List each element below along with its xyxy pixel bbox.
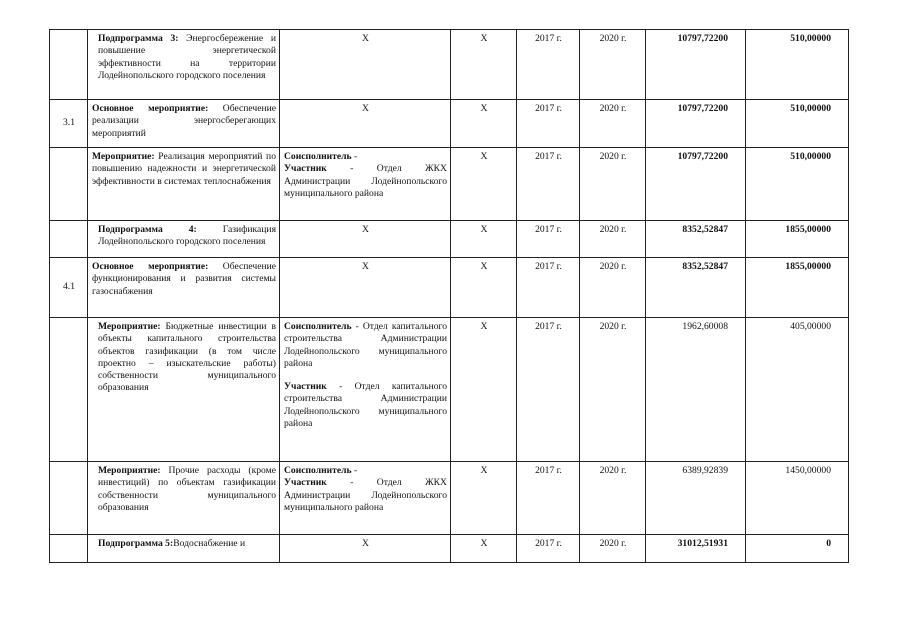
executor-cell — [280, 318, 451, 462]
executor-cell — [280, 535, 451, 563]
amount-cell — [646, 221, 746, 258]
amount: 10797,72200 — [677, 103, 728, 114]
activity-name-cell — [88, 258, 280, 318]
mark-cell — [451, 30, 517, 100]
amount-cell — [646, 30, 746, 100]
start-year-cell — [517, 221, 580, 258]
start-year: 2017 г. — [535, 103, 562, 114]
end-year: 2020 г. — [599, 321, 627, 332]
table-row — [50, 258, 849, 318]
amount2: 510,00000 — [790, 151, 831, 162]
amount: 8352,52847 — [682, 224, 728, 235]
amount-cell — [646, 258, 746, 318]
amount2-cell — [746, 30, 849, 100]
activity-type-label: Мероприятие: — [92, 151, 155, 162]
row-number-cell — [50, 258, 88, 318]
end-year-cell — [580, 221, 646, 258]
mark: X — [480, 261, 488, 272]
executor-role: Соисполнитель — [284, 321, 352, 332]
activity-name: Реализация мероприятий по повышению надежности и энергетической эффективности в системах теплоснабжения — [92, 151, 276, 187]
activity-name: Энергосбережение и повышение энергетической эффективности на территории Лодейнопольского городского поселения — [98, 33, 276, 81]
amount2: 510,00000 — [790, 103, 831, 114]
end-year: 2020 г. — [599, 103, 627, 114]
participant-text: - Отдел ЖКХ Администрации Лодейнопольского муниципального района — [284, 163, 447, 199]
row-number-cell — [50, 221, 88, 258]
activity-name-cell — [88, 535, 280, 563]
amount: 31012,51931 — [677, 538, 728, 549]
mark: X — [480, 321, 488, 332]
activity-name-cell — [88, 100, 280, 148]
executor-cell — [280, 30, 451, 100]
table-row — [50, 100, 849, 148]
activity-name: Обеспечение реализации энергосберегающих мероприятий — [92, 103, 276, 139]
activity-name: Прочие расходы (кроме инвестиций) по объектам газификации собственности муниципального образования — [98, 465, 276, 513]
start-year: 2017 г. — [535, 538, 562, 549]
end-year: 2020 г. — [599, 224, 627, 235]
activity-type-label: Мероприятие: — [98, 321, 161, 332]
executor-role: Соисполнитель — [284, 151, 352, 162]
program-table — [49, 29, 849, 563]
start-year: 2017 г. — [535, 465, 562, 476]
activity-name-cell — [88, 30, 280, 100]
executor-cell — [280, 258, 451, 318]
mark-cell — [451, 258, 517, 318]
executor-mark: X — [362, 224, 369, 235]
end-year-cell — [580, 100, 646, 148]
amount: 10797,72200 — [677, 33, 728, 44]
participant-text: - Отдел ЖКХ Администрации Лодейнопольского муниципального района — [284, 477, 447, 513]
amount: 8352,52847 — [682, 261, 728, 272]
mark-cell — [451, 318, 517, 462]
end-year: 2020 г. — [599, 261, 627, 272]
amount2: 0 — [826, 538, 831, 549]
amount: 10797,72200 — [677, 151, 728, 162]
amount: 1962,60008 — [682, 321, 728, 332]
row-number: 3.1 — [63, 117, 75, 129]
activity-name-cell — [88, 462, 280, 535]
amount2: 1450,00000 — [785, 465, 831, 476]
start-year: 2017 г. — [535, 261, 562, 272]
amount-cell — [646, 148, 746, 221]
start-year-cell — [517, 535, 580, 563]
mark: X — [480, 151, 488, 162]
row-number-cell — [50, 100, 88, 148]
amount2: 510,00000 — [790, 33, 831, 44]
executor-text: - — [351, 151, 358, 162]
end-year: 2020 г. — [599, 151, 627, 162]
activity-type-label: Подпрограмма 4: — [98, 224, 197, 235]
executor-mark: X — [362, 538, 369, 549]
executor-mark: X — [362, 261, 369, 272]
start-year: 2017 г. — [535, 151, 562, 162]
end-year-cell — [580, 148, 646, 221]
executor-block — [284, 370, 447, 430]
executor-mark: X — [362, 103, 369, 114]
table-row — [50, 221, 849, 258]
start-year-cell — [517, 30, 580, 100]
start-year-cell — [517, 318, 580, 462]
amount2-cell — [746, 148, 849, 221]
amount-cell — [646, 462, 746, 535]
executor-role: Соисполнитель — [284, 465, 352, 476]
amount-cell — [646, 535, 746, 563]
participant-role: Участник — [284, 163, 327, 175]
table-row — [50, 148, 849, 221]
executor-block — [284, 465, 447, 514]
table-row — [50, 535, 849, 563]
amount-cell — [646, 318, 746, 462]
executor-block — [284, 151, 447, 200]
mark-cell — [451, 148, 517, 221]
table-row — [50, 318, 849, 462]
end-year-cell — [580, 30, 646, 100]
mark: X — [480, 224, 488, 235]
activity-type-label: Основное мероприятие: — [92, 261, 209, 272]
executor-block — [284, 321, 447, 370]
end-year-cell — [580, 318, 646, 462]
mark-cell — [451, 535, 517, 563]
table-row — [50, 30, 849, 100]
executor-cell — [280, 221, 451, 258]
activity-name: Бюджетные инвестиции в объекты капитального строительства объектов газификации (в том числе проектно – изыскательские работы) собственности муниципального образования — [98, 321, 276, 394]
mark-cell — [451, 462, 517, 535]
amount2-cell — [746, 100, 849, 148]
start-year-cell — [517, 148, 580, 221]
row-number: 4.1 — [63, 281, 75, 293]
row-number-cell — [50, 318, 88, 462]
activity-type-label: Мероприятие: — [98, 465, 161, 476]
activity-name-cell — [88, 221, 280, 258]
start-year: 2017 г. — [535, 224, 562, 235]
executor-cell — [280, 462, 451, 535]
executor-role: Участник — [284, 381, 327, 393]
amount2-cell — [746, 221, 849, 258]
start-year: 2017 г. — [535, 321, 562, 332]
activity-type-label: Подпрограмма 5: — [98, 538, 174, 549]
start-year: 2017 г. — [535, 33, 562, 44]
end-year-cell — [580, 258, 646, 318]
row-number-cell — [50, 535, 88, 563]
mark: X — [480, 33, 488, 44]
amount2-cell — [746, 318, 849, 462]
activity-name: Обеспечение функционирования и развития системы газоснабжения — [92, 261, 276, 297]
activity-name: Газификация Лодейнопольского городского поселения — [98, 224, 276, 248]
row-number-cell — [50, 30, 88, 100]
end-year: 2020 г. — [599, 538, 627, 549]
end-year: 2020 г. — [599, 33, 627, 44]
executor-text: - Отдел капитального строительства Администрации Лодейнопольского муниципального района — [284, 321, 447, 369]
activity-name: Водоснабжение и — [173, 538, 246, 549]
executor-mark: X — [362, 33, 369, 44]
row-number-cell — [50, 148, 88, 221]
executor-cell — [280, 100, 451, 148]
mark: X — [480, 538, 488, 549]
start-year-cell — [517, 100, 580, 148]
executor-text: - Отдел капитального строительства Администрации Лодейнопольского муниципального района — [284, 381, 447, 430]
end-year-cell — [580, 462, 646, 535]
activity-name-cell — [88, 318, 280, 462]
amount2-cell — [746, 462, 849, 535]
table-row — [50, 462, 849, 535]
spacer — [284, 370, 447, 381]
row-number-cell — [50, 462, 88, 535]
amount2: 1855,00000 — [785, 261, 831, 272]
table-body — [50, 30, 849, 563]
start-year-cell — [517, 258, 580, 318]
participant-role: Участник — [284, 477, 327, 489]
mark: X — [480, 103, 488, 114]
mark-cell — [451, 221, 517, 258]
mark-cell — [451, 100, 517, 148]
mark: X — [480, 465, 488, 476]
end-year-cell — [580, 535, 646, 563]
amount: 6389,92839 — [682, 465, 728, 476]
amount-cell — [646, 100, 746, 148]
end-year: 2020 г. — [599, 465, 627, 476]
activity-type-label: Основное мероприятие: — [92, 103, 209, 114]
executor-text: - — [351, 465, 358, 476]
executor-cell — [280, 148, 451, 221]
amount2-cell — [746, 258, 849, 318]
amount2: 1855,00000 — [785, 224, 831, 235]
amount2: 405,00000 — [790, 321, 831, 332]
activity-type-label: Подпрограмма 3: — [98, 33, 179, 44]
start-year-cell — [517, 462, 580, 535]
activity-name-cell — [88, 148, 280, 221]
amount2-cell — [746, 535, 849, 563]
